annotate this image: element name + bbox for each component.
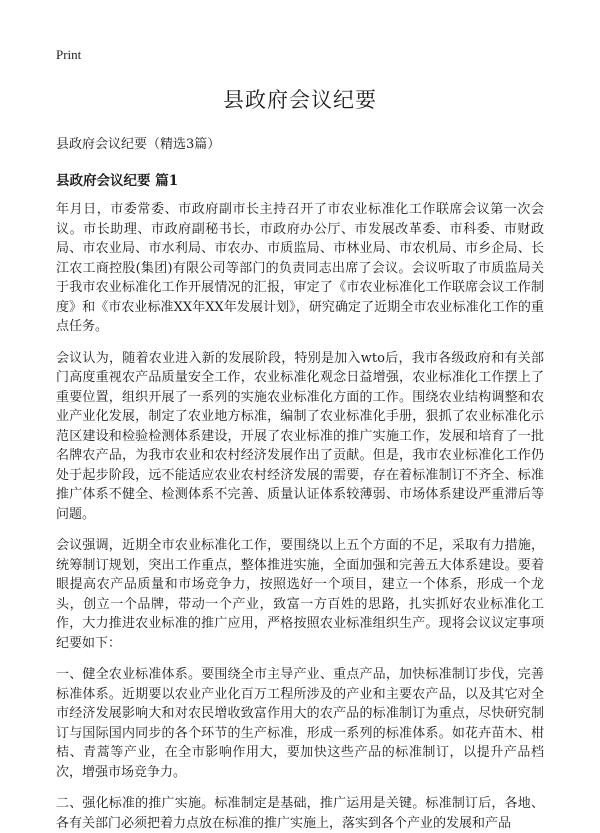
paragraph: 年月日，市委常委、市政府副市长主持召开了市农业标准化工作联席会议第一次会议。市长助理、市政府副秘书长，市政府办公厅、市发展改革委、市科委、市财政局、市农业局、市水利局、市农办、市质监局、市林业局、市农机局、市乡企局、长江农工商控股(集团)有限公司等部门的负责同志出席了会议。会议听取了市质监局关于我市农业标准化工作开展情况的汇报，审定了《市农业标准化工作联席会议工作制度》和《市农业标准XX年XX年发展计划》，研究确定了近期全市农业标准化工作的重点任务。 (56, 202, 544, 334)
print-link[interactable]: Print (56, 47, 82, 62)
paragraph: 二、强化标准的推广实施。标准制定是基础，推广运用是关键。标准制订后，各地、各有关部门必须把着力点放在标准的推广实施上，落实到各个产业的发展和产品 (56, 796, 544, 831)
paragraph: 会议强调，近期全市农业标准化工作，要围绕以上五个方面的不足，采取有力措施，统筹制订规划，突出工作重点，整体推进实施，全面加强和完善五大体系建设。要着眼提高农产品质量和市场竞争力，按照选好一个项目，建立一个体系，形成一个龙头，创立一个品牌，带动一个产业，致富一方百姓的思路，扎实抓好农业标准化工作，大力推进农业标准的推广应用，严格按照农业标准组织生产。现将会议议定事项纪要如下： (56, 538, 544, 651)
document-subtitle: 县政府会议纪要（精选3篇） (56, 137, 221, 152)
section-heading: 县政府会议纪要 篇1 (56, 173, 179, 189)
document-title: 县政府会议纪要 (223, 88, 377, 112)
paragraph: 一、健全农业标准体系。要围绕全市主导产业、重点产品，加快标准制订步伐，完善标准体系。近期要以农业产业化百万工程所涉及的产业和主要农产品，以及其它对全市经济发展影响大和对农民增收致富作用大的农产品的标准制订为重点，尽快研究制订与国际国内同步的各个环节的生产标准，形成一系列的标准体系。如花卉苗木、柑桔、青蒿等产业，在全市影响作用大，要加快这些产品的标准制订，以提升产品档次，增强市场竞争力。 (56, 667, 544, 780)
paragraph: 会议认为，随着农业进入新的发展阶段，特别是加入wto后，我市各级政府和有关部门高度重视农产品质量安全工作，农业标准化观念日益增强，农业标准化工作摆上了重要位置，组织开展了一系列的实施农业标准化方面的工作。围绕农业结构调整和农业产业化发展，制定了农业地方标准，编制了农业标准化手册，狠抓了农业标准化示范区建设和检验检测体系建设，开展了农业标准的推广实施工作，发展和培育了一批名牌农产品，为我市农业和农村经济发展作出了贡献。但是，我市农业标准化工作仍处于起步阶段，远不能适应农业农村经济发展的需要，存在着标准制订不齐全、标准推广体系不健全、检测体系不完善、质量认证体系较薄弱、市场体系建设严重滞后等问题。 (56, 350, 544, 522)
